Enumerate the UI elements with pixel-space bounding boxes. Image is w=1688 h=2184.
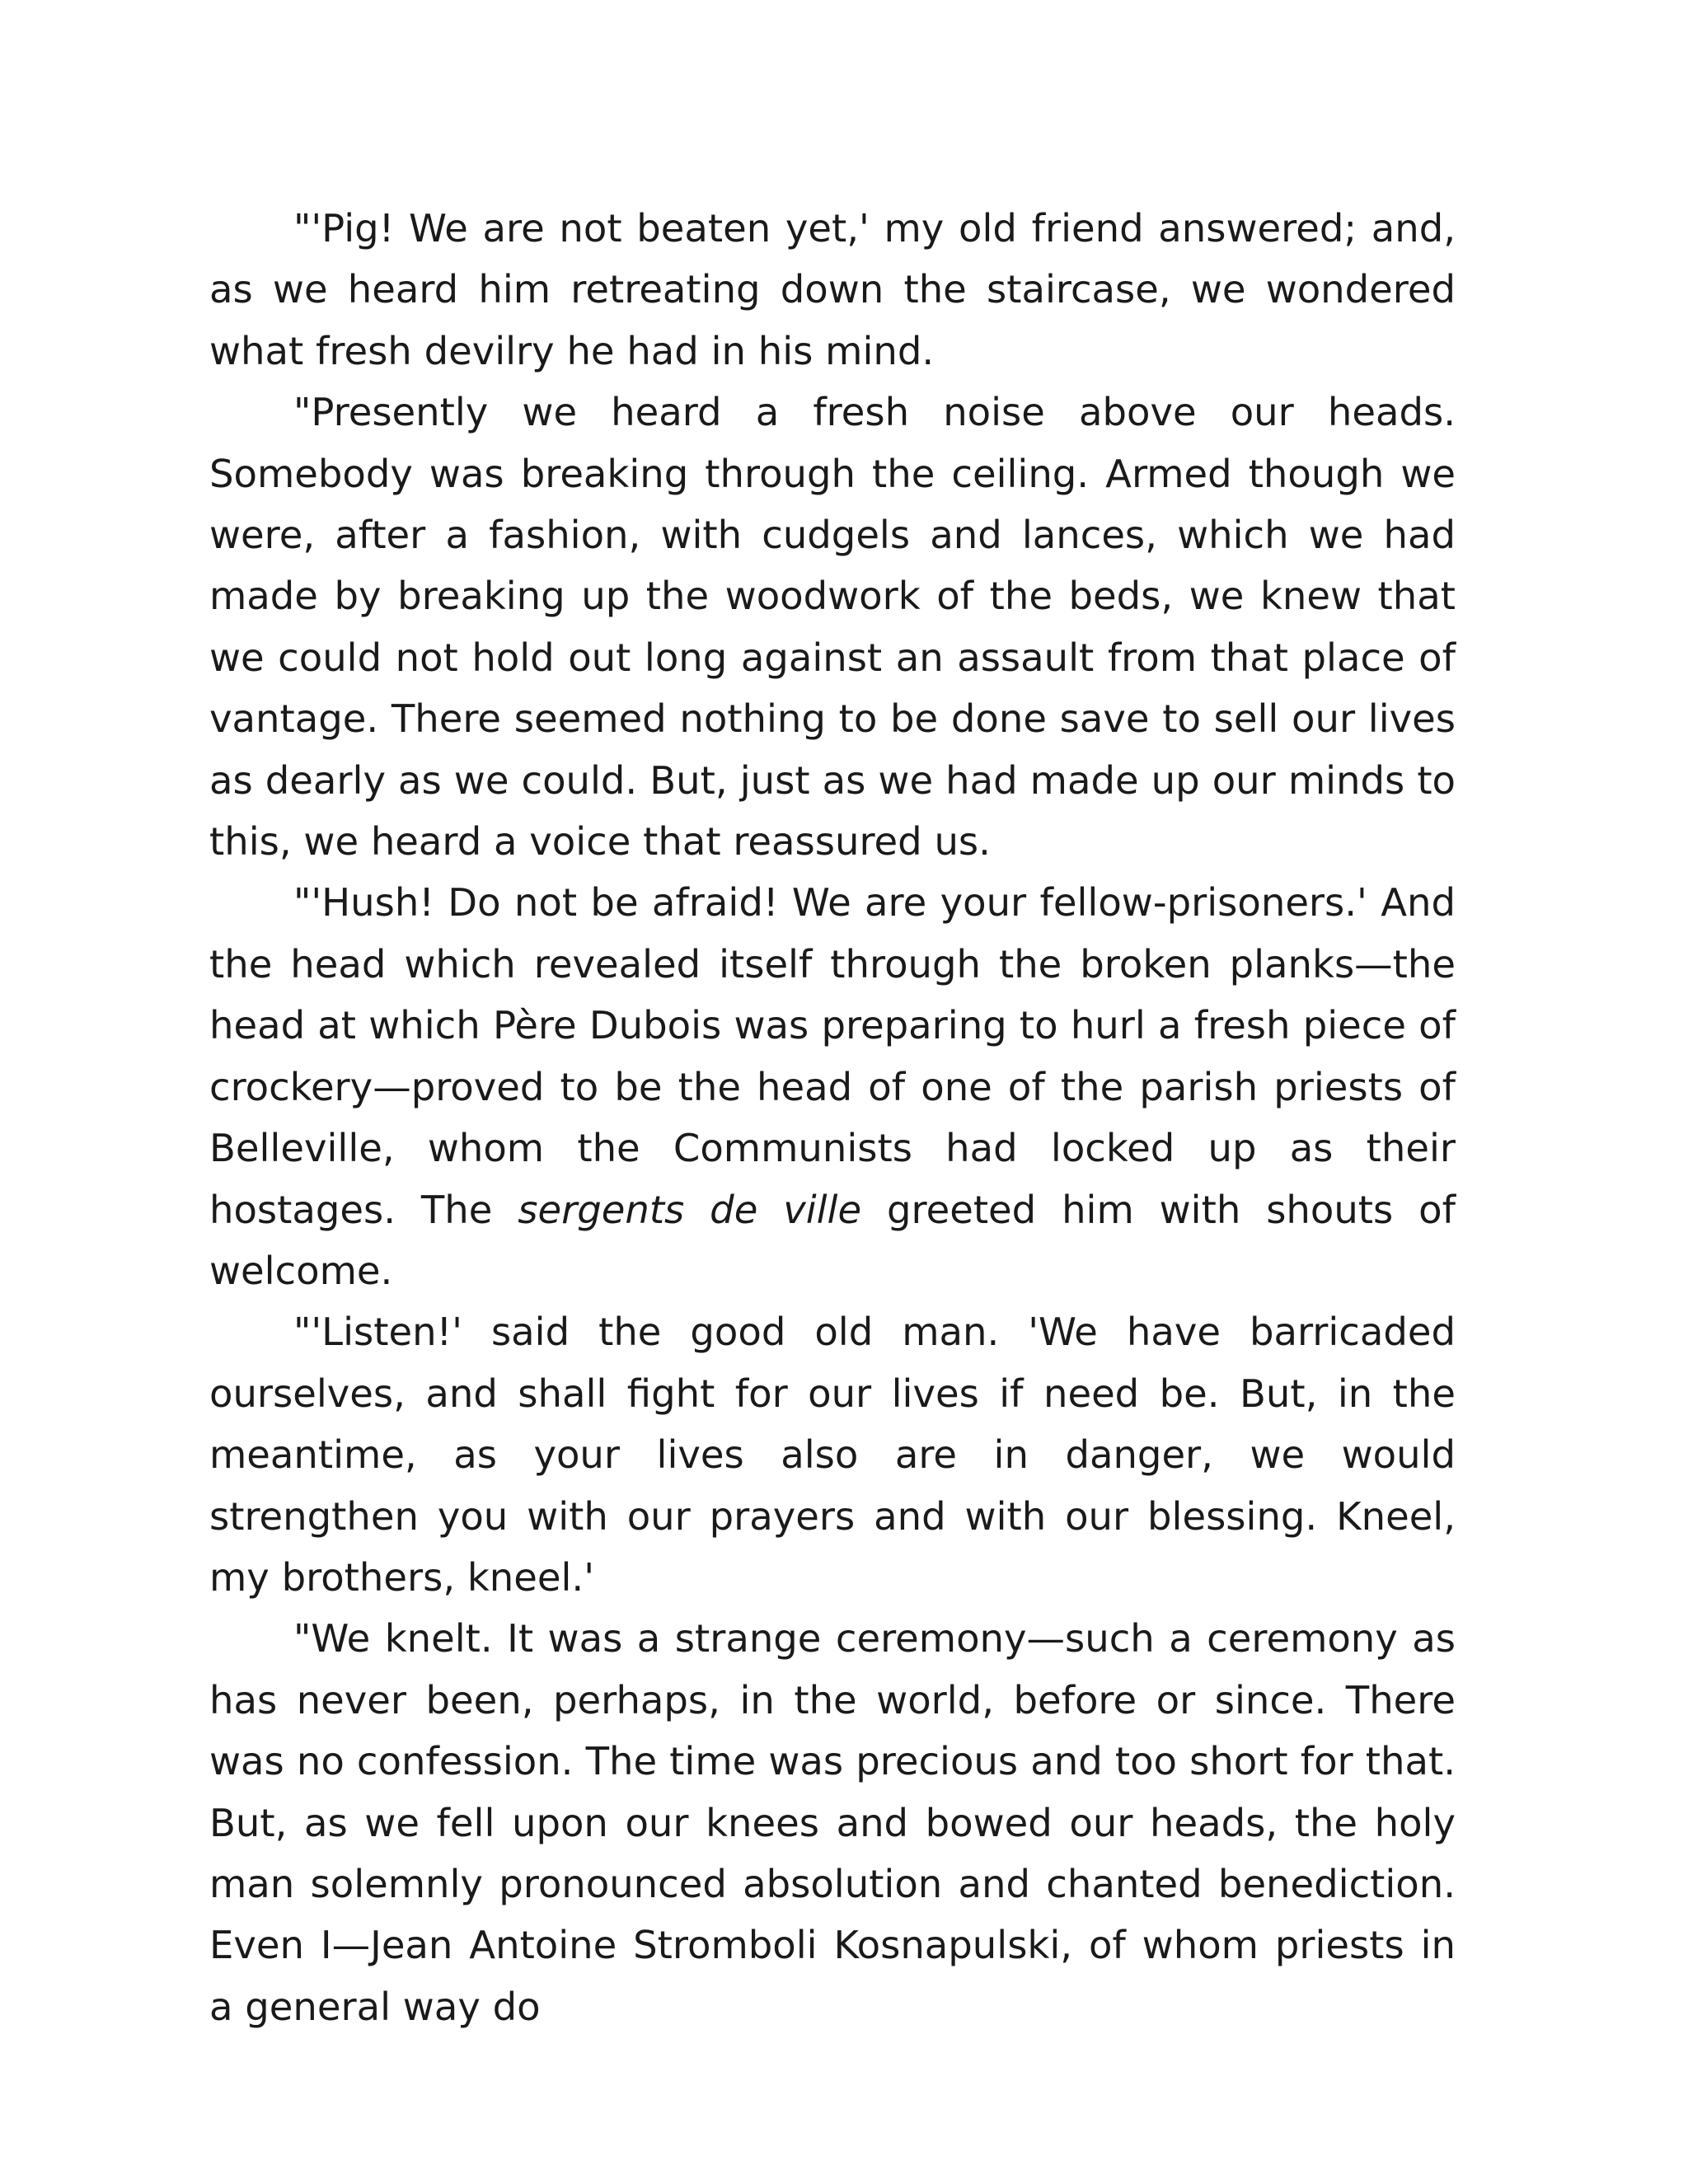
paragraph-2: "Presently we heard a fresh noise above our heads. Somebody was breaking through the ceiling. Armed though we were, after a fashion, with cudgels and lances, which we had made by breaking up the woodwork of the beds, we knew that we could not hold out long against an assault from that place of vantage. There seemed nothing to be done save to sell our lives as dearly as we could. But, just as we had made up our minds to this, we heard a voice that reassured us.	[209, 390, 1456, 865]
paragraph-3-emphasis: sergents de ville	[518, 1187, 862, 1232]
page-body	[209, 198, 1456, 2037]
paragraph-5: "We knelt. It was a strange ceremony—such a ceremony as has never been, perhaps, in the world, before or since. There was no confession. The time was precious and too short for that. But, as we fell upon our knees and bowed our heads, the holy man solemnly pronounced absolution and chanted benediction. Even I—Jean Antoine Stromboli Kosnapulski, of whom priests in a general way do	[209, 1616, 1456, 2029]
paragraph-4: "'Listen!' said the good old man. 'We have barricaded ourselves, and shall fight for our lives if need be. But, in the meantime, as your lives also are in danger, we would strengthen you with our prayers and with our blessing. Kneel, my brothers, kneel.'	[209, 1310, 1456, 1600]
paragraph-3	[209, 872, 1456, 1301]
paragraph-1: "'Pig! We are not beaten yet,' my old friend answered; and, as we heard him retreating down the staircase, we wondered what fresh devilry he had in his mind.	[209, 206, 1456, 373]
paragraph-3-text-after: greeted him with shouts of welcome.	[209, 1187, 1456, 1293]
paragraph-3-text-before: "'Hush! Do not be afraid! We are your fellow-prisoners.' And the head which revealed itself through the broken planks—the head at which Père Dubois was preparing to hurl a fresh piece of crockery—proved to be the head of one of the parish priests of Belleville, whom the Communists had locked up as their hostages. The	[209, 880, 1456, 1232]
